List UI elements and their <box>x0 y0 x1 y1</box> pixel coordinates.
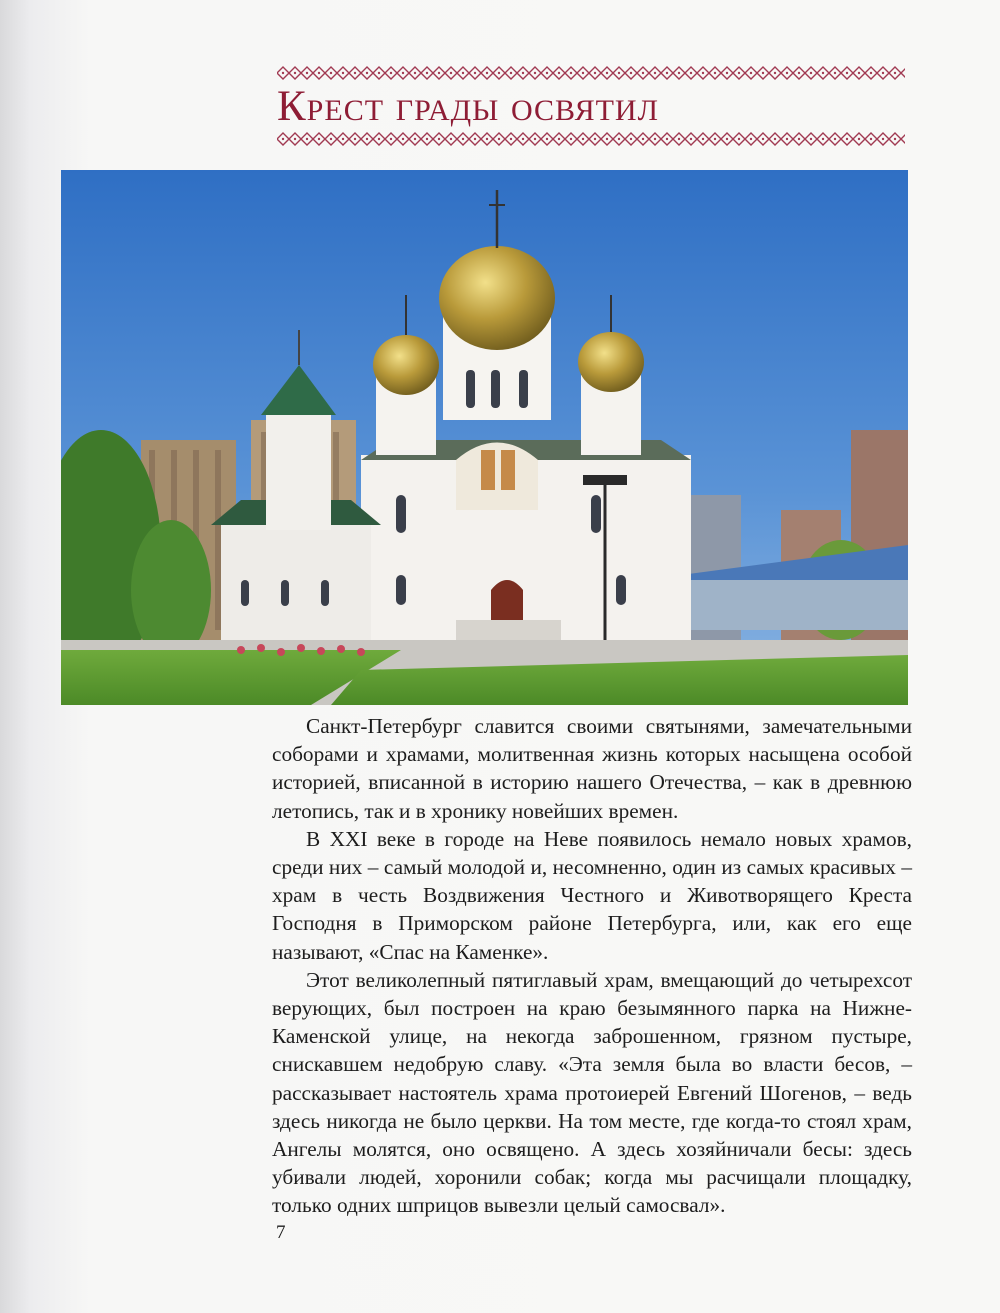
body-text <box>272 712 912 1220</box>
paragraph-1: Санкт-Петербург славится своими святынями, замечательными соборами и храмами, молитвенная жизнь которых насыщена особой историей, вписанной в историю нашего Отечества, – как в древнюю летопись, так и в хронику новейших времен. <box>272 714 912 823</box>
church-photo <box>61 170 908 705</box>
paragraph-3: Этот великолепный пятиглавый храм, вмещающий до четырехсот верующих, был построен на краю безымянного парка на Нижне-Каменской улице, на некогда заброшенном, грязном пустыре, снискавшем недобрую славу. «Эта земля была во власти бесов, – рассказывает настоятель храма протоиерей Евгений Шогенов, – ведь здесь никогда не было церкви. На том месте, где когда-то стоял храм, Ангелы молятся, оно освящено. А здесь хозяйничали бесы: здесь убивали людей, хоронили собак; когда мы расчищали площадку, только одних шприцов вывезли целый самосвал». <box>272 967 912 1218</box>
paragraph-2: В XXI веке в городе на Неве появилось немало новых храмов, среди них – самый молодой и, несомненно, один из самых красивых – храм в честь Воздвижения Честного и Животворящего Креста Господня в Приморском районе Петербурга, или, как его еще называют, «Спас на Каменке». <box>272 826 912 964</box>
ornament-border-top <box>277 65 905 81</box>
ornament-border-bottom <box>277 131 905 147</box>
page-number: 7 <box>276 1222 286 1243</box>
page-title: Крест грады освятил <box>277 83 659 130</box>
